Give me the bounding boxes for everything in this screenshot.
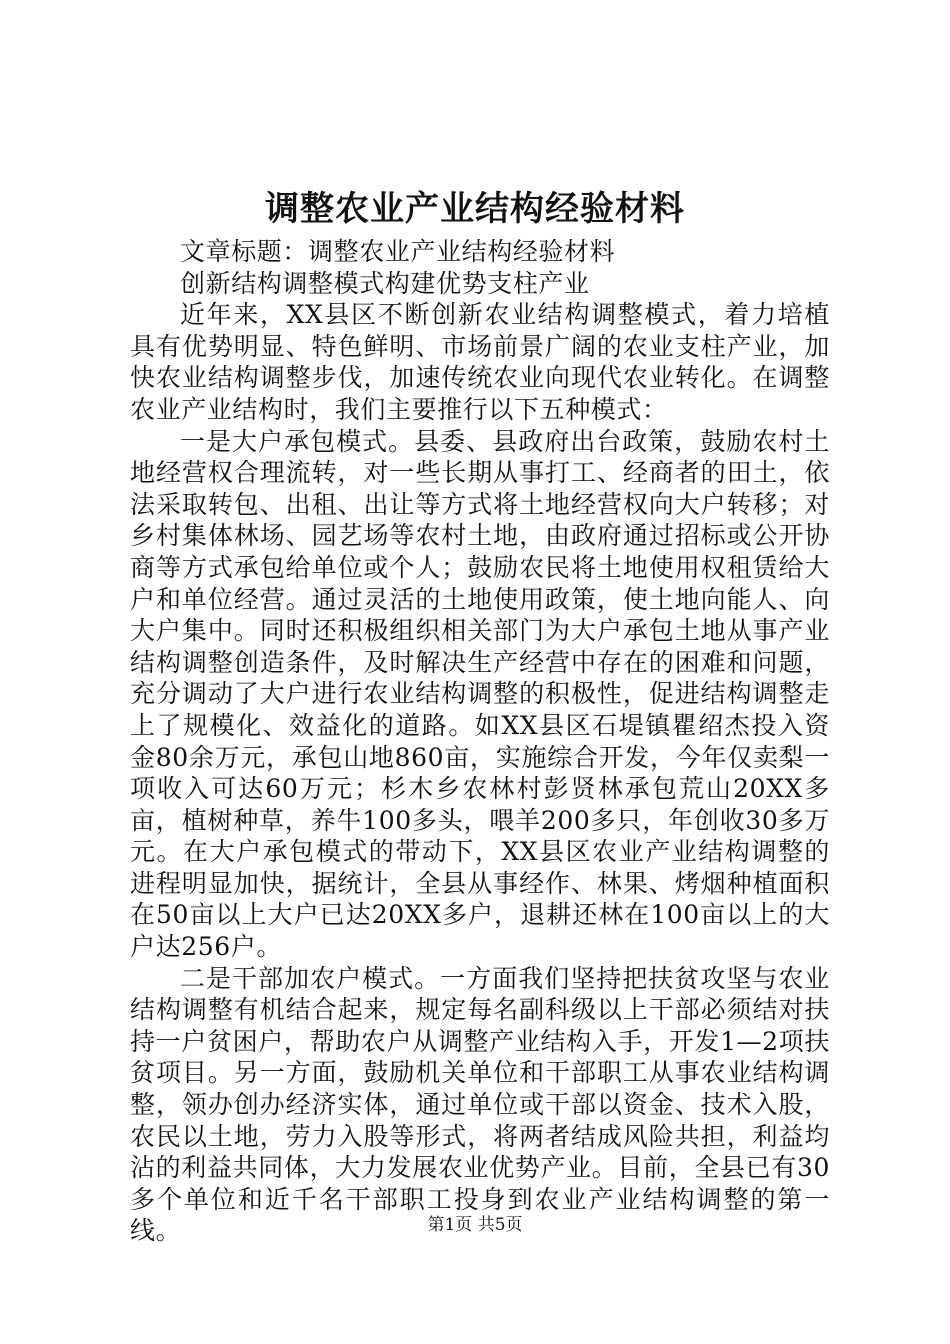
paragraph-model-one: 一是大户承包模式。县委、县政府出台政策，鼓励农村土地经营权合理流转，对一些长期从事打工、经商者的田土，依法采取转包、出租、出让等方式将土地经营权向大户转移；对乡村集体林场、园艺场等农村土地，由政府通过招标或公开协商等方式承包给单位或个人；鼓励农民将土地使用权租赁给大户和单位经营。通过灵活的土地使用政策，使土地向能人、向大户集中。同时还积极组织相关部门为大户承包土地从事产业结构调整创造条件，及时解决生产经营中存在的困难和问题，充分调动了大户进行农业结构调整的积极性，促进结构调整走上了规模化、效益化的道路。如XX县区石堤镇瞿绍杰投入资金80余万元，承包山地860亩，实施综合开发，今年仅卖梨一项收入可达60万元；杉木乡农林村彭贤林承包荒山20XX多亩，植树种草，养牛100多头，喂羊200多只，年创收30多万元。在大户承包模式的带动下，XX县区农业产业结构调整的进程明显加快，据统计，全县从事经作、林果、烤烟种植面积在50亩以上大户已达20XX多户，退耕还林在100亩以上的大户达256户。 [130, 426, 830, 962]
document-title: 调整农业产业结构经验材料 [265, 189, 685, 229]
document-body [130, 236, 830, 1247]
paragraph-subtitle: 创新结构调整模式构建优势支柱产业 [180, 268, 590, 298]
paragraph-intro: 近年来，XX县区不断创新农业结构调整模式，着力培植具有优势明显、特色鲜明、市场前景广阔的农业支柱产业，加快农业结构调整步伐，加速传统农业向现代农业转化。在调整农业产业结构时，我们主要推行以下五种模式： [130, 300, 830, 424]
paragraph-model-two: 二是干部加农户模式。一方面我们坚持把扶贫攻坚与农业结构调整有机结合起来，规定每名副科级以上干部必须结对扶持一户贫困户，帮助农户从调整产业结构入手，开发1—2项扶贫项目。另一方面，鼓励机关单位和干部职工从事农业结构调整，领办创办经济实体，通过单位或干部以资金、技术入股，农民以土地，劳力入股等形式，将两者结成风险共担，利益均沾的利益共同体，大力发展农业优势产业。目前，全县已有30多个单位和近千名干部职工投身到农业产业结构调整的第一线。 [130, 963, 830, 1246]
paragraph-article-title: 文章标题：调整农业产业结构经验材料 [180, 237, 616, 266]
page-number-footer: 第1页 共5页 [427, 1215, 523, 1235]
